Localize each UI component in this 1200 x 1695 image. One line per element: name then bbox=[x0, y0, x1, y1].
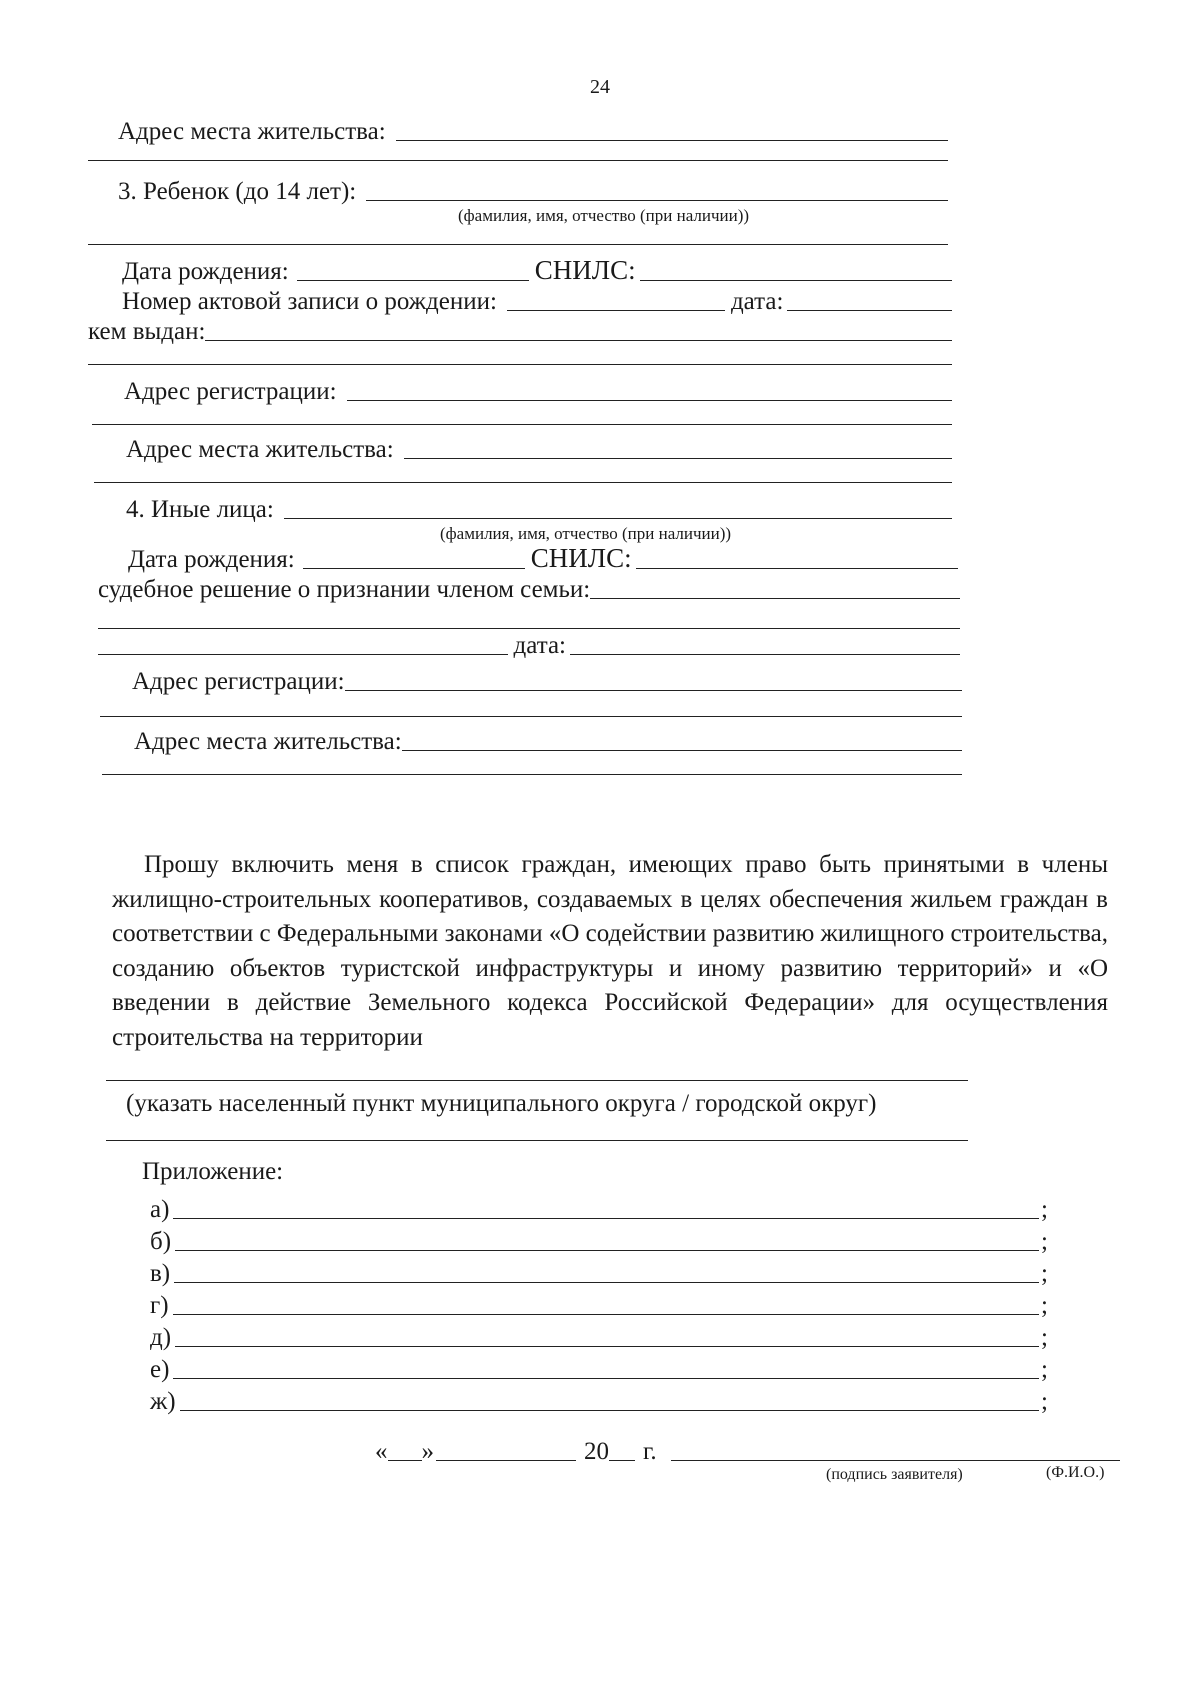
appendix-item-terminator: ; bbox=[1041, 1260, 1048, 1287]
appendix-item-a bbox=[150, 1194, 1048, 1224]
date-month-field[interactable] bbox=[436, 1459, 576, 1461]
others-heading-row bbox=[126, 490, 952, 524]
appendix-item-label: д) bbox=[150, 1324, 172, 1351]
appendix-item-field[interactable] bbox=[173, 1313, 1039, 1315]
appendix-item-field[interactable] bbox=[180, 1409, 1039, 1411]
signature-hint: (подпись заявителя) bbox=[826, 1466, 963, 1483]
child-residence-label: Адрес места жительства: bbox=[126, 436, 394, 463]
appendix-item-zh bbox=[150, 1386, 1048, 1416]
others-registration-continuation-line[interactable] bbox=[100, 716, 962, 717]
others-snils-label: СНИЛС: bbox=[530, 543, 632, 573]
appendix-item-terminator: ; bbox=[1041, 1228, 1048, 1255]
appendix-item-label: е) bbox=[150, 1356, 170, 1383]
issued-by-label: кем выдан: bbox=[88, 318, 206, 345]
others-residence-label: Адрес места жительства: bbox=[134, 728, 402, 755]
signature-row bbox=[375, 1430, 1120, 1466]
appendix-item-label: ж) bbox=[150, 1388, 176, 1415]
court-decision-label: судебное решение о признании членом семьи: bbox=[98, 576, 591, 603]
territory-hint: (указать населенный пункт муниципального округа / городской округ) bbox=[126, 1090, 877, 1117]
birth-record-date-field[interactable] bbox=[787, 309, 952, 311]
date-year-suffix: г. bbox=[643, 1438, 657, 1465]
court-decision-date-field[interactable] bbox=[570, 653, 960, 655]
appendix-item-terminator: ; bbox=[1041, 1196, 1048, 1223]
appendix-item-v bbox=[150, 1258, 1048, 1288]
court-decision-date-row bbox=[98, 626, 960, 660]
appendix-item-label: б) bbox=[150, 1228, 172, 1255]
child-registration-continuation-line[interactable] bbox=[92, 424, 952, 425]
others-residence-continuation-line[interactable] bbox=[102, 774, 962, 775]
birth-record-date-label: дата: bbox=[730, 288, 784, 315]
others-snils-field[interactable] bbox=[636, 567, 958, 569]
page-number: 24 bbox=[590, 76, 610, 98]
court-decision-date-label: дата: bbox=[513, 632, 566, 659]
appendix-item-terminator: ; bbox=[1041, 1292, 1048, 1319]
residence-label: Адрес места жительства: bbox=[118, 118, 386, 145]
appendix-item-label: а) bbox=[150, 1196, 170, 1223]
child-birth-date-field[interactable] bbox=[297, 279, 529, 281]
date-quote-close: » bbox=[421, 1438, 434, 1465]
appendix-item-e bbox=[150, 1354, 1048, 1384]
child-residence-field[interactable] bbox=[404, 457, 952, 459]
others-registration-field[interactable] bbox=[345, 689, 962, 691]
others-birth-date-field[interactable] bbox=[303, 567, 525, 569]
residence-field[interactable] bbox=[396, 139, 948, 141]
birth-record-field[interactable] bbox=[507, 309, 725, 311]
appendix-item-d bbox=[150, 1322, 1048, 1352]
others-residence-field[interactable] bbox=[402, 749, 962, 751]
child-issued-by-row bbox=[88, 312, 952, 346]
child-birth-date-label: Дата рождения: bbox=[122, 258, 289, 285]
appendix-item-field[interactable] bbox=[174, 1281, 1039, 1283]
others-registration-label: Адрес регистрации: bbox=[132, 668, 345, 695]
appendix-item-terminator: ; bbox=[1041, 1388, 1048, 1415]
child-heading: 3. Ребенок (до 14 лет): bbox=[118, 178, 357, 205]
others-birth-date-label: Дата рождения: bbox=[128, 546, 295, 573]
child-residence-continuation-line[interactable] bbox=[94, 482, 952, 483]
territory-field[interactable] bbox=[106, 1080, 968, 1081]
court-decision-field[interactable] bbox=[590, 597, 960, 599]
others-name-hint: (фамилия, имя, отчество (при наличии)) bbox=[440, 524, 732, 543]
court-decision-extra-field[interactable] bbox=[98, 653, 508, 655]
child-name-field[interactable] bbox=[366, 199, 948, 201]
parent-residence-row bbox=[118, 112, 948, 146]
appendix-item-label: г) bbox=[150, 1292, 169, 1319]
date-year-prefix: 20 bbox=[584, 1438, 609, 1465]
court-decision-row bbox=[98, 570, 960, 604]
child-residence-row bbox=[126, 430, 952, 464]
birth-record-label: Номер актовой записи о рождении: bbox=[122, 288, 497, 315]
others-heading: 4. Иные лица: bbox=[126, 496, 274, 523]
fio-hint: (Ф.И.О.) bbox=[1046, 1464, 1105, 1481]
date-quote-open: « bbox=[375, 1438, 388, 1465]
issued-by-continuation-line[interactable] bbox=[88, 364, 952, 365]
appendix-item-field[interactable] bbox=[173, 1217, 1039, 1219]
child-birth-snils-row bbox=[122, 252, 952, 286]
appendix-item-field[interactable] bbox=[175, 1345, 1039, 1347]
child-registration-row bbox=[124, 372, 952, 406]
others-birth-snils-row bbox=[128, 540, 958, 574]
child-birth-record-row bbox=[122, 282, 952, 316]
child-name-hint: (фамилия, имя, отчество (при наличии)) bbox=[458, 206, 750, 225]
child-registration-label: Адрес регистрации: bbox=[124, 378, 337, 405]
child-name-continuation-line[interactable] bbox=[88, 244, 948, 245]
residence-continuation-line[interactable] bbox=[88, 160, 948, 161]
request-paragraph: Прошу включить меня в список граждан, имеющих право быть принятыми в члены жилищно-строительных кооперативов, создаваемых в целях обеспечения жильем граждан в соответствии с Федеральными законами «О содействии развитию жилищного строительства, созданию объектов туристской инфраструктуры и иному развитию территорий» и «О введении в действие Земельного кодекса Российской Федерации» для осуществления строительства на территории bbox=[112, 851, 1108, 1051]
others-registration-row bbox=[132, 662, 962, 696]
child-snils-field[interactable] bbox=[640, 279, 952, 281]
appendix-item-label: в) bbox=[150, 1260, 171, 1287]
appendix-item-b bbox=[150, 1226, 1048, 1256]
child-snils-label: СНИЛС: bbox=[534, 255, 636, 285]
child-registration-field[interactable] bbox=[347, 399, 952, 401]
date-year-field[interactable] bbox=[609, 1459, 635, 1461]
others-name-field[interactable] bbox=[284, 517, 952, 519]
territory-continuation-line[interactable] bbox=[106, 1140, 968, 1141]
appendix-item-field[interactable] bbox=[175, 1249, 1039, 1251]
signature-field[interactable] bbox=[671, 1459, 1120, 1461]
others-residence-row bbox=[134, 722, 962, 756]
appendix-item-g bbox=[150, 1290, 1048, 1320]
appendix-item-terminator: ; bbox=[1041, 1356, 1048, 1383]
appendix-item-terminator: ; bbox=[1041, 1324, 1048, 1351]
appendix-title: Приложение: bbox=[142, 1158, 284, 1185]
child-heading-row bbox=[118, 172, 948, 206]
date-day-field[interactable] bbox=[388, 1459, 422, 1461]
issued-by-field[interactable] bbox=[205, 339, 952, 341]
appendix-item-field[interactable] bbox=[173, 1377, 1039, 1379]
